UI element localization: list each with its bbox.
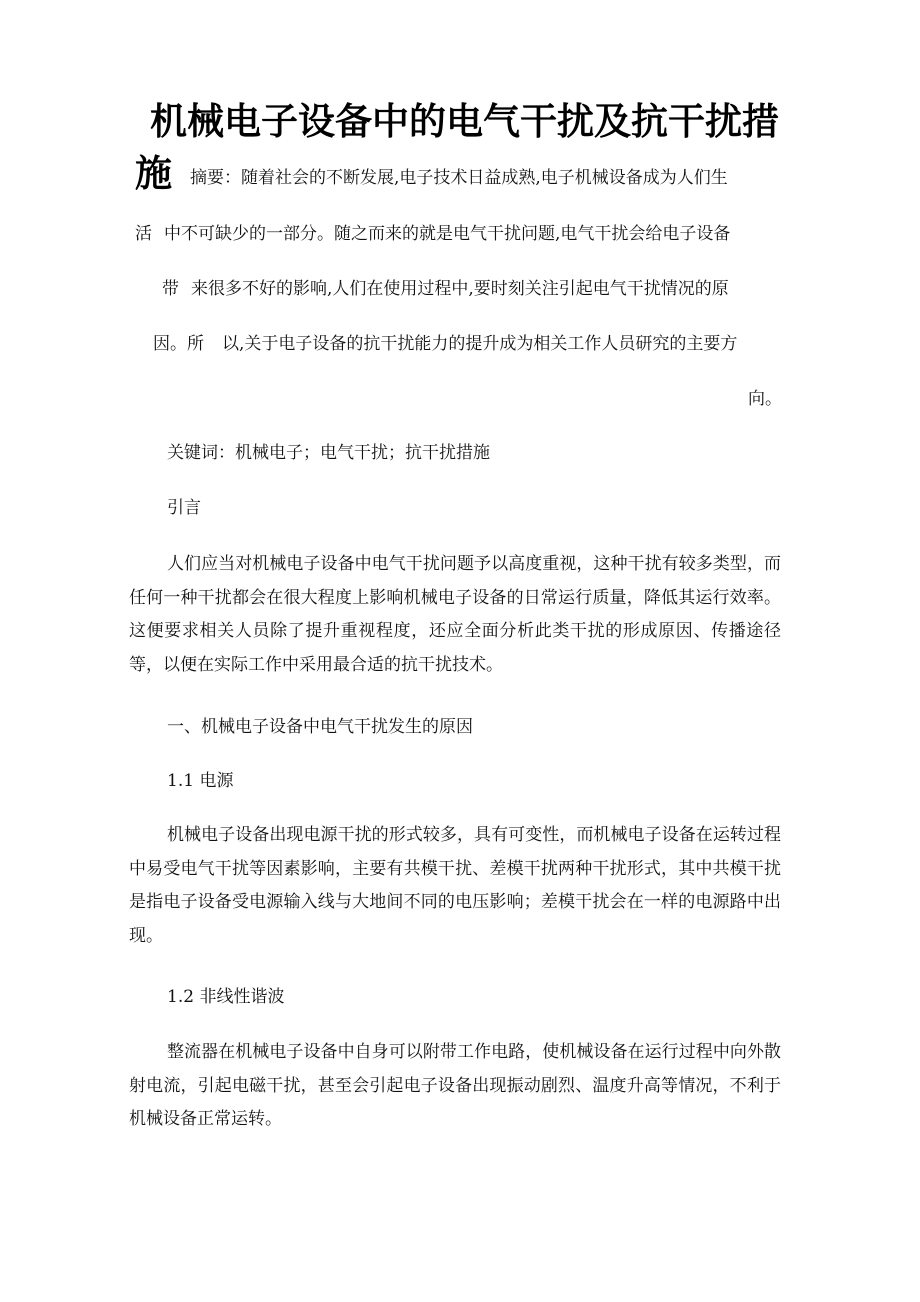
abstract-line-2-lead: 活 [135,224,152,244]
subsection-1-1-paragraph: 机械电子设备出现电源干扰的形式较多，具有可变性，而机械电子设备在运转过程中易受电气干扰等因素影响，主要有共模干扰、差模干扰两种干扰形式，其中共模干扰是指电子设备受电源输入线与大地间不同的电压影响；差模干扰会在一样的电源路中出现。 [129,825,781,946]
section-1-heading: 一、机械电子设备中电气干扰发生的原因 [167,717,473,737]
abstract-line-5: 向。 [748,389,782,409]
keywords: 关键词：机械电子；电气干扰；抗干扰措施 [167,443,490,463]
title-line-2: 施 [135,152,172,195]
abstract-line-3: 来很多不好的影响,人们在使用过程中,要时刻关注引起电气干扰情况的原 [191,279,729,299]
title-line-1: 机械电子设备中的电气干扰及抗干扰措 [150,100,779,143]
intro-heading: 引言 [167,498,201,518]
subsection-1-2-heading: 1.2 非线性谐波 [167,987,285,1007]
subsection-1-1-heading: 1.1 电源 [167,771,234,791]
intro-paragraph: 人们应当对机械电子设备中电气干扰问题予以高度重视，这种干扰有较多类型，而任何一种干扰都会在很大程度上影响机械电子设备的日常运行质量，降低其运行效率。这便要求相关人员除了提升重视程度，还应全面分析此类干扰的形成原因、传播途径等，以便在实际工作中采用最合适的抗干扰技术。 [129,554,781,675]
abstract-line-3-lead: 带 [162,279,179,299]
subsection-1-2-paragraph: 整流器在机械电子设备中自身可以附带工作电路，使机械设备在运行过程中向外散射电流，引起电磁干扰，甚至会引起电子设备出现振动剧烈、温度升高等情况，不利于机械设备正常运转。 [129,1042,781,1129]
abstract-line-1: 摘要：随着社会的不断发展,电子技术日益成熟,电子机械设备成为人们生 [190,168,728,188]
abstract-line-2: 中不可缺少的一部分。随之而来的就是电气干扰问题,电气干扰会给电子设备 [164,224,731,244]
abstract-line-4-lead: 因。所 [153,334,204,354]
abstract-line-4: 以,关于电子设备的抗干扰能力的提升成为相关工作人员研究的主要方 [222,334,738,354]
